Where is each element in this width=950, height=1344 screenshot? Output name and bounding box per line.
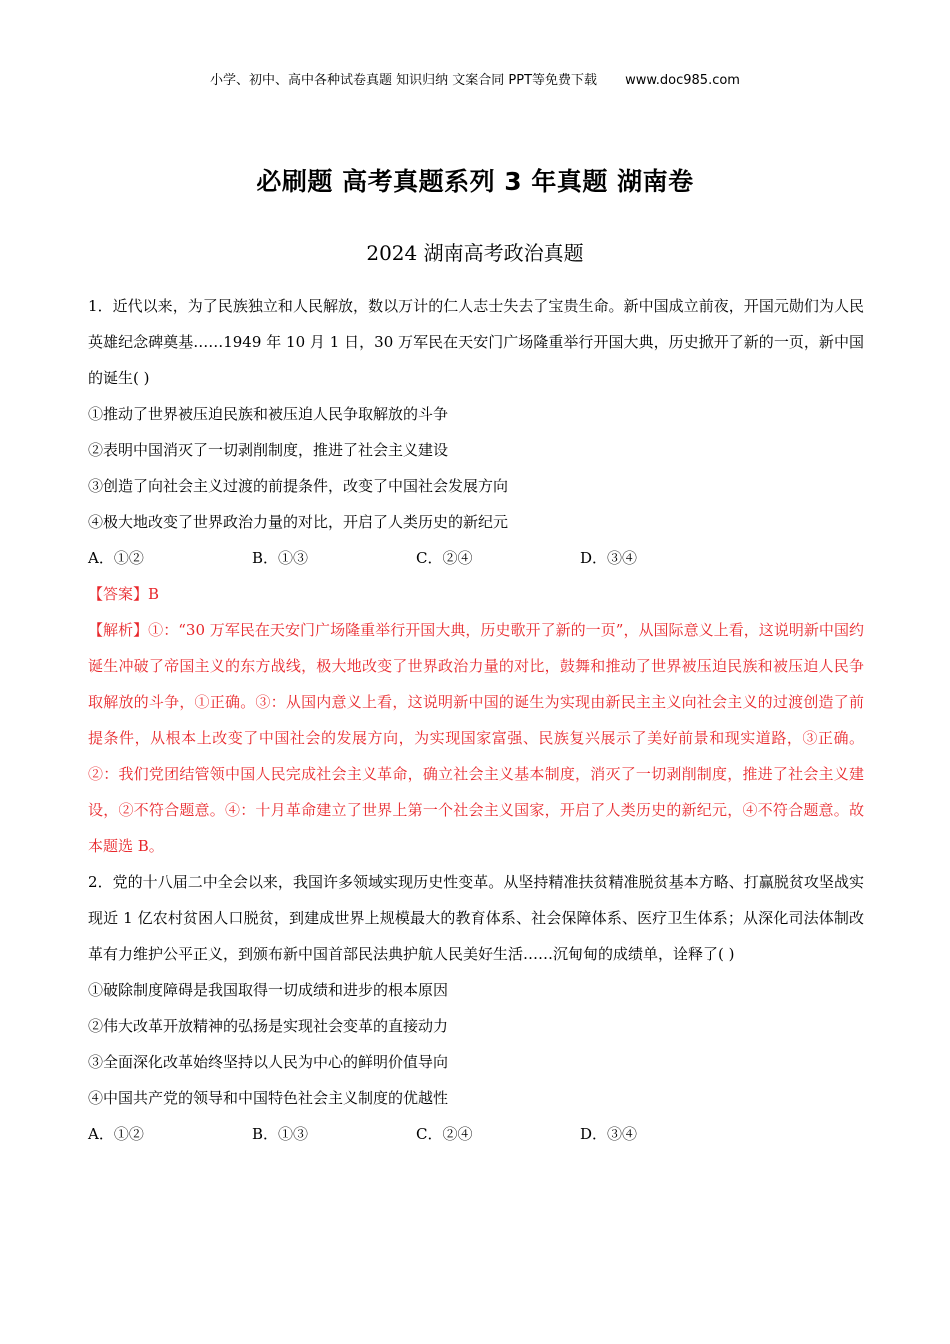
question-1-item: ④极大地改变了世界政治力量的对比，开启了人类历史的新纪元: [88, 513, 509, 531]
question-1-stem: 1．近代以来，为了民族独立和人民解放，数以万计的仁人志士失去了宝贵生命。新中国成立前夜，开国元勋们为人民英雄纪念碑奠基……1949 年 10 月 1 日，30 万军民在天安门广场隆重举行开国大典，历史掀开了新的一页，新中国的诞生( ): [88, 297, 864, 387]
question-1-item: ①推动了世界被压迫民族和被压迫人民争取解放的斗争: [88, 405, 449, 423]
question-1-item: ③创造了向社会主义过渡的前提条件，改变了中国社会发展方向: [88, 477, 509, 495]
question-2-stem: 2．党的十八届二中全会以来，我国许多领域实现历史性变革。从坚持精准扶贫精准脱贫基本方略、打赢脱贫攻坚战实现近 1 亿农村贫困人口脱贫，到建成世界上规模最大的教育体系、社会保障体系、医疗卫生体系；从深化司法体制改革有力维护公平正义，到颁布新中国首部民法典护航人民美好生活……沉甸甸的成绩单，诠释了( ): [88, 873, 864, 963]
document-subtitle: 2024 湖南高考政治真题: [366, 241, 584, 265]
analysis-label: 【解析】: [88, 621, 149, 639]
page-header: [0, 69, 950, 88]
question-2-item: ③全面深化改革始终坚持以人民为中心的鲜明价值导向: [88, 1053, 449, 1071]
option-a: A．①②: [88, 1125, 144, 1143]
option-d: D．③④: [580, 549, 638, 567]
question-1-options: [88, 540, 864, 576]
answer-label: 【答案】: [88, 585, 149, 603]
question-2-item: ①破除制度障碍是我国取得一切成绩和进步的根本原因: [88, 981, 449, 999]
question-2-options: [88, 1116, 864, 1152]
header-site-link[interactable]: www.doc985.com: [625, 73, 740, 88]
option-a: A．①②: [88, 549, 144, 567]
answer-value: B: [148, 585, 160, 603]
option-d: D．③④: [580, 1125, 638, 1143]
analysis-text: ①：“30 万军民在天安门广场隆重举行开国大典，历史歌开了新的一页”，从国际意义上看，这说明新中国约诞生冲破了帝国主义的东方战线，极大地改变了世界政治力量的对比，鼓舞和推动了世界被压迫民族和被压迫人民争取解放的斗争，①正确。③：从国内意义上看，这说明新中国的诞生为实现由新民主主义向社会主义的过渡创造了前提条件，从根本上改变了中国社会的发展方向，为实现国家富强、民族复兴展示了美好前景和现实道路，③正确。②：我们党团结管领中国人民完成社会主义革命，确立社会主义基本制度，消灭了一切剥削制度，推进了社会主义建设，②不符合题意。④：十月革命建立了世界上第一个社会主义国家，开启了人类历史的新纪元，④不符合题意。故本题选 B。: [88, 621, 864, 855]
question-2-item: ②伟大改革开放精神的弘扬是实现社会变革的直接动力: [88, 1017, 449, 1035]
question-content: [88, 288, 864, 1152]
option-c: C．②④: [416, 549, 473, 567]
question-1-analysis: [88, 612, 864, 864]
question-2-item: ④中国共产党的领导和中国特色社会主义制度的优越性: [88, 1089, 449, 1107]
question-1-item: ②表明中国消灭了一切剥削制度，推进了社会主义建设: [88, 441, 449, 459]
header-text: 小学、初中、高中各种试卷真题 知识归纳 文案合同 PPT等免费下载: [210, 73, 598, 88]
option-b: B．①③: [252, 549, 309, 567]
document-title: 必刷题 高考真题系列 3 年真题 湖南卷: [256, 167, 694, 196]
question-1-answer: [88, 576, 864, 612]
option-b: B．①③: [252, 1125, 309, 1143]
option-c: C．②④: [416, 1125, 473, 1143]
